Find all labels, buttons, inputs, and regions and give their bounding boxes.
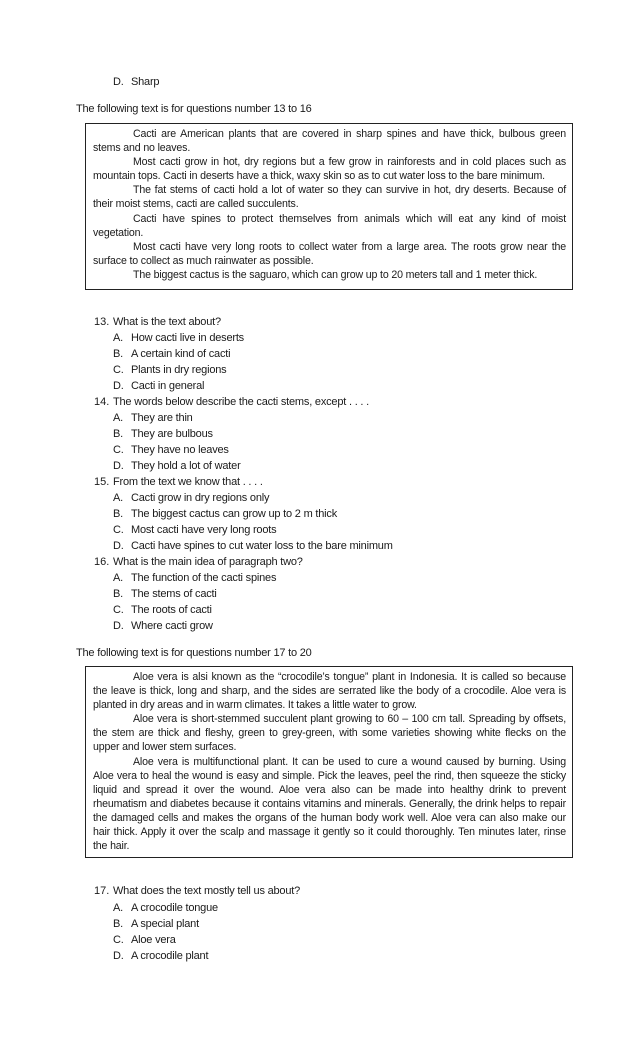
- option-text: A crocodile tongue: [131, 902, 218, 914]
- aloe-paragraph: Aloe vera is multifunctional plant. It can be used to cure a wound caused by burning. Using Aloe vera to heal the wound is easy and simple. Pick the leaves, peel the rind, then squeeze the sticky liquid and spread it over the wound. Aloe vera also can be made into healthy drink to prevent rheumatism and diabetes because it contains vitamins and minerals. Generally, the drink helps to repair the damaged cells and makes the organs of the human body work well. Aloe vera can also make our hair thick. Apply it over the scalp and massage it gently so it could thoroughly. Ten minutes later, rinse the hair.: [93, 755, 566, 853]
- option-text: The stems of cacti: [131, 588, 217, 600]
- option-letter: A.: [113, 332, 123, 344]
- option-text: Cacti in general: [131, 380, 205, 392]
- option-letter: D.: [113, 620, 124, 632]
- cacti-paragraph: Cacti are American plants that are covered in sharp spines and have thick, bulbous green stems and no leaves.: [93, 128, 566, 155]
- question-text: What does the text mostly tell us about?: [113, 885, 301, 897]
- prev-option-letter: D.: [113, 76, 124, 88]
- option-letter: C.: [113, 444, 124, 456]
- option-text: Cacti have spines to cut water loss to the bare minimum: [131, 540, 393, 552]
- option-letter: B.: [113, 508, 123, 520]
- cacti-paragraph: Cacti have spines to protect themselves from animals which will eat any kind of moist vegetation.: [93, 212, 566, 239]
- cacti-paragraph: Most cacti grow in hot, dry regions but a few grow in rainforests and in cold places such as mountain tops. Cacti in deserts have a thick, waxy skin so as to cut water loss to the bare minimum.: [93, 156, 566, 183]
- option-text: Cacti grow in dry regions only: [131, 492, 270, 504]
- section-heading-17-20: The following text is for questions number 17 to 20: [76, 647, 312, 659]
- aloe-paragraph: Aloe vera is alsi known as the “crocodile’s tongue” plant in Indonesia. It is called so because the leave is thick, long and sharp, and the sides are serrated like the body of a crocodile. Aloe vera is planted in dry areas and in warm climates. It takes a little water to grow.: [93, 671, 566, 712]
- option-letter: C.: [113, 604, 124, 616]
- cacti-paragraph: The biggest cactus is the saguaro, which can grow up to 20 meters tall and 1 meter thick.: [133, 268, 538, 281]
- question-number: 16.: [94, 556, 110, 568]
- option-letter: C.: [113, 524, 124, 536]
- question-number: 15.: [94, 476, 110, 488]
- option-letter: D.: [113, 380, 124, 392]
- prev-option-text: Sharp: [131, 76, 160, 88]
- cacti-paragraph: Most cacti have very long roots to collect water from a large area. The roots grow near the surface to collect as much rainwater as possible.: [93, 240, 566, 267]
- option-letter: A.: [113, 902, 123, 914]
- option-text: Aloe vera: [131, 934, 176, 946]
- option-text: A certain kind of cacti: [131, 348, 231, 360]
- option-letter: D.: [113, 540, 124, 552]
- section-heading-13-16: The following text is for questions number 13 to 16: [76, 103, 312, 115]
- question-text: From the text we know that . . . .: [113, 476, 263, 488]
- option-letter: A.: [113, 492, 123, 504]
- question-text: The words below describe the cacti stems, except . . . .: [113, 396, 369, 408]
- option-letter: B.: [113, 428, 123, 440]
- option-text: Where cacti grow: [131, 620, 213, 632]
- option-text: A special plant: [131, 918, 199, 930]
- option-letter: B.: [113, 918, 123, 930]
- option-text: The biggest cactus can grow up to 2 m thick: [131, 508, 338, 520]
- option-letter: D.: [113, 950, 124, 962]
- option-text: A crocodile plant: [131, 950, 209, 962]
- question-number: 13.: [94, 316, 110, 328]
- option-letter: B.: [113, 348, 123, 360]
- question-number: 17.: [94, 885, 110, 897]
- option-text: How cacti live in deserts: [131, 332, 244, 344]
- option-letter: C.: [113, 364, 124, 376]
- cacti-paragraph: The fat stems of cacti hold a lot of water so they can survive in hot, dry deserts. Because of their moist stems, cacti are called succulents.: [93, 184, 566, 211]
- question-text: What is the main idea of paragraph two?: [113, 556, 303, 568]
- option-letter: D.: [113, 460, 124, 472]
- option-text: They hold a lot of water: [131, 460, 241, 472]
- cacti-reading-box: [85, 123, 573, 290]
- option-text: Most cacti have very long roots: [131, 524, 277, 536]
- option-text: The roots of cacti: [131, 604, 212, 616]
- question-number: 14.: [94, 396, 110, 408]
- option-text: They are thin: [131, 412, 193, 424]
- option-text: Plants in dry regions: [131, 364, 227, 376]
- aloe-vera-reading-box: [85, 666, 573, 858]
- option-text: They are bulbous: [131, 428, 213, 440]
- question-text: What is the text about?: [113, 316, 221, 328]
- option-letter: A.: [113, 572, 123, 584]
- option-letter: A.: [113, 412, 123, 424]
- option-letter: C.: [113, 934, 124, 946]
- option-letter: B.: [113, 588, 123, 600]
- aloe-paragraph: Aloe vera is short-stemmed succulent plant growing to 60 – 100 cm tall. Spreading by offsets, the stem are thick and fleshy, green to grey-green, with some varieties showing white flecks on the upper and lower stem surfaces.: [93, 713, 566, 754]
- option-text: The function of the cacti spines: [131, 572, 277, 584]
- option-text: They have no leaves: [131, 444, 229, 456]
